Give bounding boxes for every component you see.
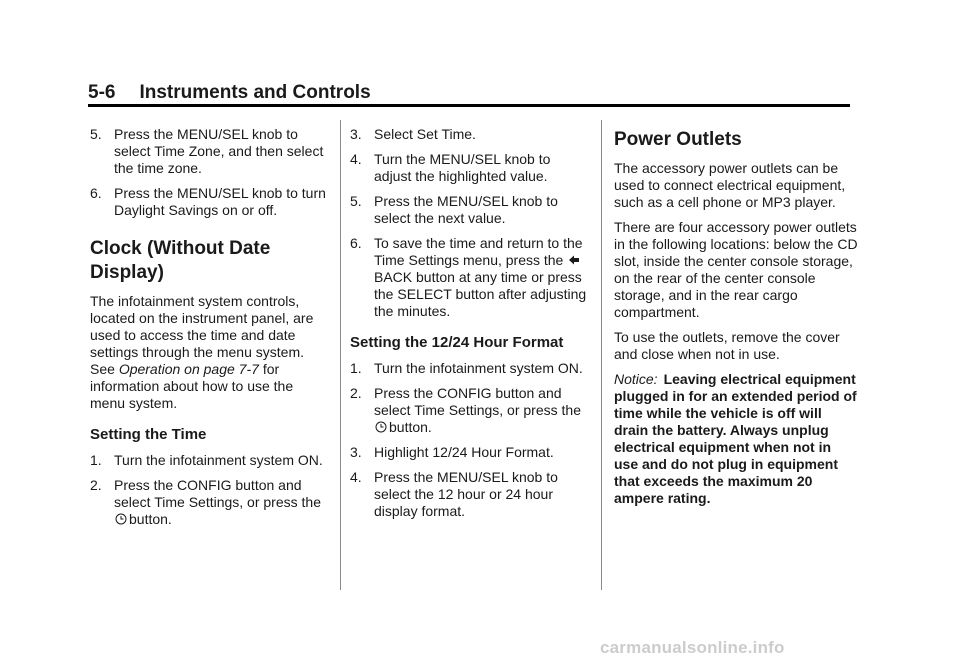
column-2 [350,126,590,528]
column-divider-2 [601,120,602,590]
page-number: 5-6 [88,82,116,103]
column-3 [614,126,858,515]
back-arrow-icon [568,254,580,266]
list-item: 1. Turn the infotainment system ON. [90,452,323,468]
list-item: 4. Press the MENU/SEL knob to select the 12 hour or 24 hour display format. [350,469,558,519]
clock-icon [115,513,127,525]
column-1 [90,126,330,536]
list-item: 5. Press the MENU/SEL knob to select the next value. [350,193,558,226]
heading-setting-the-time: Setting the Time [90,426,207,443]
list-item: 5. Press the MENU/SEL knob to select Time Zone, and then select the time zone. [90,126,324,176]
list-item: 2. Press the CONFIG button and select Time Settings, or press the button. [90,477,321,527]
notice-label: Notice: [614,371,658,387]
paragraph: The accessory power outlets can be used to connect electrical equipment, such as a cell phone or MP3 player. [614,160,846,210]
list-item: 4. Turn the MENU/SEL knob to adjust the highlighted value. [350,151,551,184]
notice-text: Leaving electrical equipment plugged in for an extended period of time while the vehicle is off will drain the battery. Always unplug electrical equipment when not in use and do not plug in equipment that exceeds the maximum 20 ampere rating. [614,371,857,506]
heading-power-outlets: Power Outlets [614,129,742,150]
column-divider-1 [340,120,341,590]
clock-icon [375,421,387,433]
list-item: 3. Select Set Time. [350,126,476,142]
list-item: 6. To save the time and return to the Time Settings menu, press the BACK button at any time or press the SELECT button after adjusting the minutes. [350,235,587,319]
page-header [88,82,850,104]
list-item: 3. Highlight 12/24 Hour Format. [350,444,554,460]
heading-12-24-hour-format: Setting the 12/24 Hour Format [350,334,564,351]
list-item: 6. Press the MENU/SEL knob to turn Daylight Savings on or off. [90,185,326,218]
heading-clock: Clock (Without Date Display) [90,238,271,283]
section-title: Instruments and Controls [139,82,371,103]
watermark: carmanualsonline.info [600,638,785,657]
list-item: 2. Press the CONFIG button and select Time Settings, or press the button. [350,385,581,435]
notice [614,371,858,507]
page-reference-link[interactable]: Operation on page 7-7 [118,361,259,377]
paragraph: There are four accessory power outlets in the following locations: below the CD slot, inside the center console storage, on the rear of the center console storage, and in the rear cargo compartment. [614,219,858,320]
paragraph: To use the outlets, remove the cover and close when not in use. [614,329,840,362]
header-rule [88,104,850,107]
list-item: 1. Turn the infotainment system ON. [350,360,583,376]
intro-paragraph: The infotainment system controls, located on the instrument panel, are used to access the time and date settings through the menu system. See Operation on page 7-7 for information about how to use the menu system. [90,293,314,411]
